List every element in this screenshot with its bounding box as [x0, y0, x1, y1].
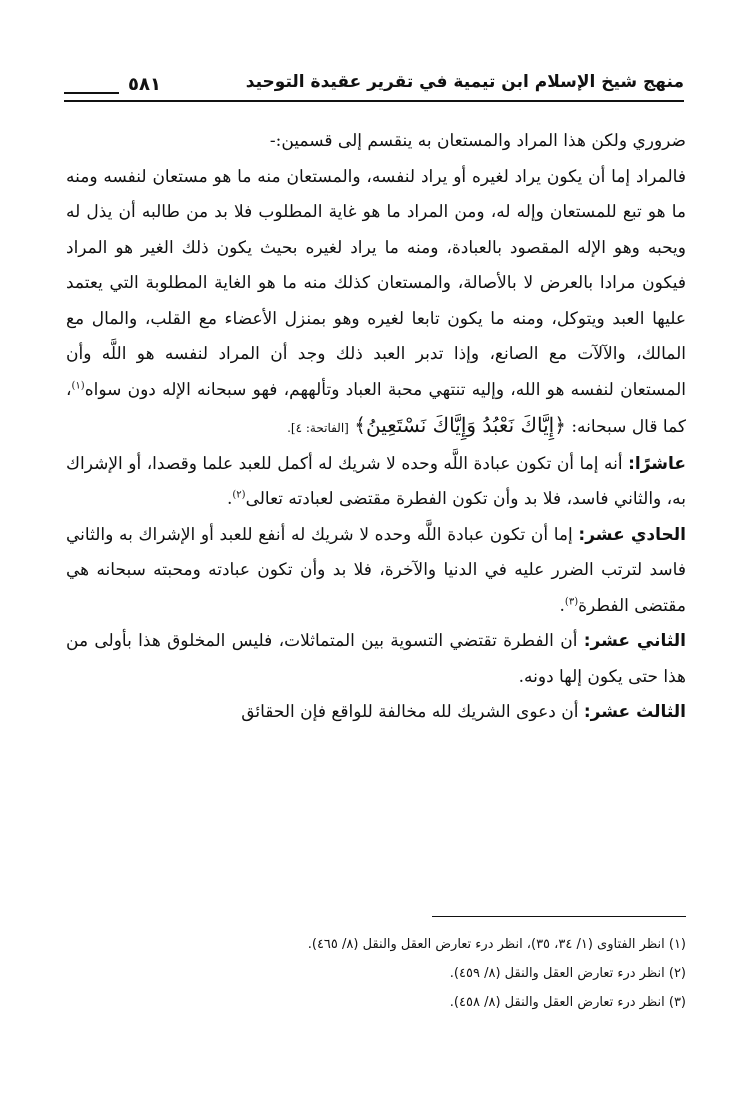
point-eleven-text: إما أن تكون عبادة اللَّه وحده لا شريك له أنفع للعبد أو الإشراك به والثاني فاسد لترتب الضرر عليه في الدنيا والآخرة، فلا بد وأن تكون عبادته ومحبته سبحانه هي مقتضى الفطرة — [66, 524, 686, 616]
point-thirteen-label: الثالث عشر: — [583, 702, 686, 722]
footnotes — [66, 930, 686, 1017]
point-ten-end: . — [226, 489, 233, 509]
point-ten-text: أنه إما أن تكون عبادة اللَّه وحده لا شريك له أكمل للعبد علما وقصدا، أو الإشراك به، والثاني فاسد، فلا بد وأن تكون الفطرة مقتضى لعبادته تعالى — [66, 453, 686, 509]
header-rule — [64, 100, 684, 102]
page-number: ٥٨١ — [128, 74, 161, 95]
point-twelve-text: أن الفطرة تقتضي التسوية بين المتماثلات، فليس المخلوق هذا بأولى من هذا حتى يكون إلها دونه. — [66, 631, 686, 687]
running-header — [64, 72, 684, 106]
main-text — [66, 124, 686, 731]
main-text-b: ، كما قال سبحانه: — [66, 379, 686, 437]
point-thirteen — [66, 695, 686, 731]
main-paragraph — [66, 160, 686, 447]
footnote-ref-1[interactable]: (١) — [71, 379, 85, 391]
point-eleven-label: الحادي عشر: — [578, 524, 687, 545]
point-ten — [66, 447, 686, 518]
running-title: منهج شيخ الإسلام ابن تيمية في تقرير عقيدة التوحيد — [245, 72, 684, 92]
footnote-separator — [432, 916, 686, 917]
point-twelve — [66, 624, 686, 695]
footnote-ref-3[interactable]: (٣) — [564, 595, 579, 607]
point-eleven-end: . — [559, 595, 565, 616]
point-ten-label: عاشرًا: — [628, 453, 686, 474]
page-number-rule — [64, 92, 119, 94]
point-twelve-label: الثاني عشر: — [583, 631, 686, 651]
footnote-1: (١) انظر الفتاوى (١/ ٣٤، ٣٥)، انظر درء تعارض العقل والنقل (٨/ ٤٦٥). — [307, 937, 686, 952]
footnote-2: (٢) انظر درء تعارض العقل والنقل (٨/ ٤٥٩). — [449, 966, 686, 981]
footnote-3: (٣) انظر درء تعارض العقل والنقل (٨/ ٤٥٨). — [449, 995, 686, 1010]
quran-verse: ﴿إِيَّاكَ نَعْبُدُ وَإِيَّاكَ نَسْتَعِينُ﴾ — [354, 413, 566, 437]
intro-text: ضروري ولكن هذا المراد والمستعان به ينقسم إلى قسمين:- — [269, 131, 686, 151]
main-text-a: فالمراد إما أن يكون يراد لغيره أو يراد لنفسه، والمستعان منه ما هو مستعان لنفسه ومنه ما هو تبع للمستعان وإله له، ومن المراد ما هو غاية المطلوب فلا بد من طالبه أن يذل له ويحبه وهو الإله المقصود بالعبادة، ومنه ما يراد لغيره بحيث يكون ذلك الغير هو المراد فيكون مرادا بالعرض لا بالأصالة، والمستعان كذلك منه ما هو الغاية المطلوبة التي يعتمد عليها العبد ويتوكل، ومنه ما يكون تابعا لغيره وهو بمنزل الأعضاء مع القلب، والمال مع المالك، والآلآت مع الصانع، وإذا تدبر العبد ذلك وجد أن المراد لنفسه هو اللَّه وأن المستعان لنفسه هو الله، وإليه تنتهي محبة العباد وتألههم، فهو سبحانه الإله دون سواه — [66, 166, 686, 400]
intro-paragraph — [66, 124, 686, 160]
point-thirteen-text: أن دعوى الشريك لله مخالفة للواقع فإن الحقائق — [241, 702, 584, 722]
point-eleven — [66, 518, 686, 625]
quran-reference: [الفاتحة: ٤]. — [287, 421, 349, 435]
footnote-ref-2[interactable]: (٢) — [232, 489, 246, 501]
